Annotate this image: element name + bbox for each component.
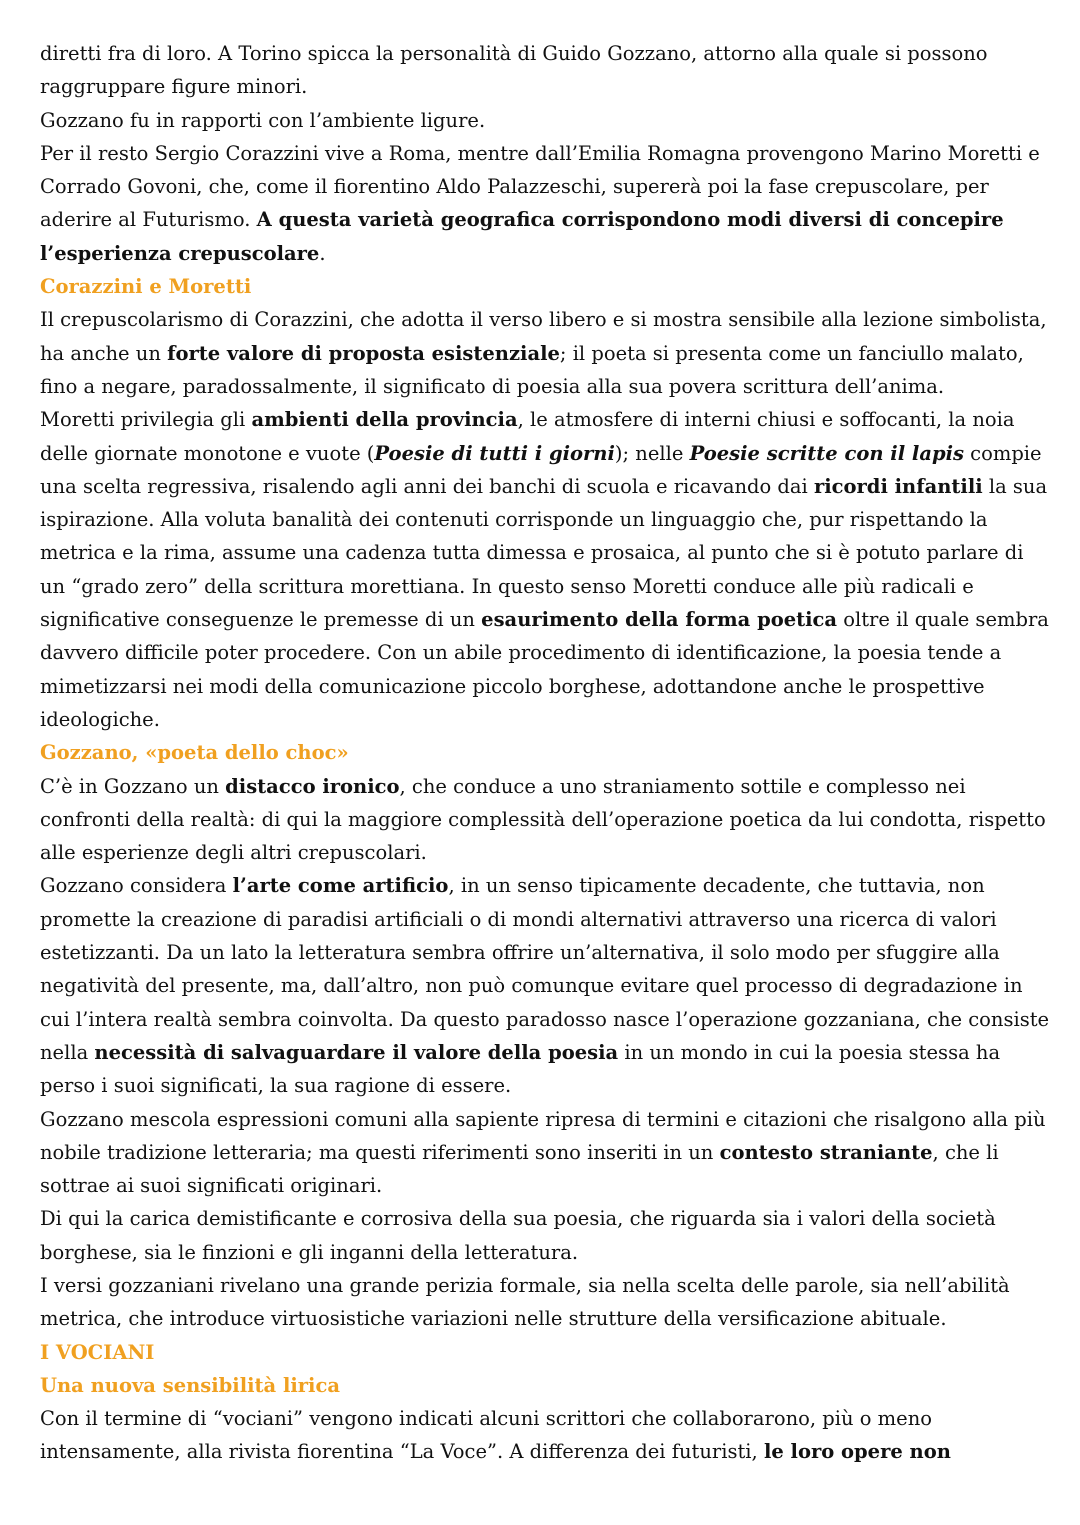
- text: Moretti privilegia gli: [40, 408, 252, 432]
- bold-text: forte valore di proposta esistenziale: [167, 341, 560, 365]
- section-heading-gozzano: Gozzano, «poeta dello choc»: [40, 741, 349, 765]
- paragraph-vociani: [40, 1402, 1050, 1469]
- paragraph-gozzano-liguria: [40, 104, 1050, 137]
- paragraph-geography: [40, 137, 1050, 270]
- text: , in un senso tipicamente decadente, che tuttavia, non promette la creazione di paradisi artificiali o di mondi alternativi attraverso una ricerca di valori estetizzanti. Da un lato la letteratura sembra offrire un’alternativa, il solo modo per sfuggire alla negatività del presente, ma, dall’altro, non può comunque evitare quel processo di degradazione in cui l’intera realtà sembra coinvolta. Da questo paradosso nasce l’operazione gozzaniana, che consiste nella: [40, 874, 1050, 1064]
- text: Gozzano considera: [40, 874, 233, 898]
- bold-text: ambienti della provincia: [251, 408, 518, 432]
- bold-text: necessità di salvaguardare il valore della poesia: [94, 1040, 619, 1064]
- paragraph-gozzano-arte: [40, 869, 1050, 1102]
- text: Gozzano mescola espressioni comuni alla sapiente ripresa di termini e citazioni che risalgono alla più nobile tradizione letteraria; ma questi riferimenti sono inseriti in un: [40, 1107, 1046, 1164]
- text: , le atmosfere di interni chiusi e soffocanti, la noia delle giornate monotone e vuote (: [40, 408, 1015, 465]
- bold-text: l’arte come artificio: [232, 874, 449, 898]
- text: ); nelle: [614, 441, 690, 465]
- text: I versi gozzaniani rivelano una grande perizia formale, sia nella scelta delle parole, sia nell’abilità metrica, che introduce virtuosistiche variazioni nelle strutture della versificazione abituale.: [40, 1273, 1010, 1331]
- text: Il crepuscolarismo di Corazzini, che adotta il verso libero e si mostra sensibile alla lezione simbolista, ha anche un: [40, 308, 1047, 365]
- paragraph-moretti: [40, 403, 1050, 736]
- bold-text: ricordi infantili: [813, 474, 983, 498]
- text: , che li sottrae ai suoi significati originari.: [40, 1140, 999, 1198]
- paragraph-corazzini: [40, 303, 1050, 403]
- text: in un mondo in cui la poesia stessa ha perso i suoi significati, la sua ragione di essere.: [40, 1040, 1001, 1098]
- section-heading-vociani: I VOCIANI: [40, 1340, 155, 1364]
- paragraph-torino: [40, 37, 1050, 104]
- text: Gozzano fu in rapporti con l’ambiente ligure.: [40, 108, 486, 132]
- book-title: Poesie scritte con il lapis: [689, 441, 964, 465]
- bold-text: contesto straniante: [719, 1140, 933, 1164]
- text: Per il resto Sergio Corazzini vive a Roma, mentre dall’Emilia Romagna provengono Marino Moretti e Corrado Govoni, che, come il fiorentino Aldo Palazzeschi, supererà poi la fase crepuscolare, per aderire al Futurismo.: [40, 141, 1040, 232]
- paragraph-gozzano-carica: [40, 1202, 1050, 1269]
- text: diretti fra di loro. A Torino spicca la personalità di Guido Gozzano, attorno alla quale si possono raggruppare figure minori.: [40, 42, 988, 99]
- book-title: Poesie di tutti i giorni: [374, 441, 615, 465]
- text: .: [319, 241, 326, 265]
- bold-text: esaurimento della forma poetica: [481, 608, 838, 632]
- paragraph-gozzano-espressioni: [40, 1103, 1050, 1203]
- text: Con il termine di “vociani” vengono indicati alcuni scrittori che collaborarono, più o meno intensamente, alla rivista fiorentina “La Voce”. A differenza dei futuristi,: [40, 1407, 933, 1464]
- text: compie una scelta regressiva, risalendo agli anni dei banchi di scuola e ricavando dai: [40, 441, 1042, 498]
- text: oltre il quale sembra davvero difficile poter procedere. Con un abile procedimento di identificazione, la poesia tende a mimetizzarsi nei modi della comunicazione piccolo borghese, adottandone anche le prospettive ideologiche.: [40, 608, 1049, 731]
- text: ; il poeta si presenta come un fanciullo malato, fino a negare, paradossalmente, il significato di poesia alla sua povera scrittura dell’anima.: [40, 341, 1024, 398]
- document-page: [40, 37, 1050, 1469]
- text: Di qui la carica demistificante e corrosiva della sua poesia, che riguarda sia i valori della società borghese, sia le finzioni e gli inganni della letteratura.: [40, 1207, 996, 1264]
- paragraph-gozzano-ironia: [40, 770, 1050, 870]
- bold-text: le loro opere non: [763, 1440, 951, 1464]
- paragraph-gozzano-versi: [40, 1269, 1050, 1336]
- text: , che conduce a uno straniamento sottile e complesso nei confronti della realtà: di qui la maggiore complessità dell’operazione poetica da lui condotta, rispetto alle esperienze degli altri crepuscolari.: [40, 774, 1046, 865]
- section-heading-corazzini-moretti: Corazzini e Moretti: [40, 275, 252, 299]
- text: C’è in Gozzano un: [40, 774, 226, 798]
- bold-text: A questa varietà geografica corrispondono modi diversi di concepire l’esperienza crepuscolare: [40, 208, 1004, 265]
- text: la sua ispirazione. Alla voluta banalità dei contenuti corrisponde un linguaggio che, pur rispettando la metrica e la rima, assume una cadenza tutta dimessa e prosaica, al punto che si è potuto parlare di un “grado zero” della scrittura morettiana. In questo senso Moretti conduce alle più radicali e significative conseguenze le premesse di un: [40, 474, 1048, 632]
- section-heading-sensibilita-lirica: Una nuova sensibilità lirica: [40, 1373, 340, 1397]
- bold-text: distacco ironico: [225, 774, 400, 798]
